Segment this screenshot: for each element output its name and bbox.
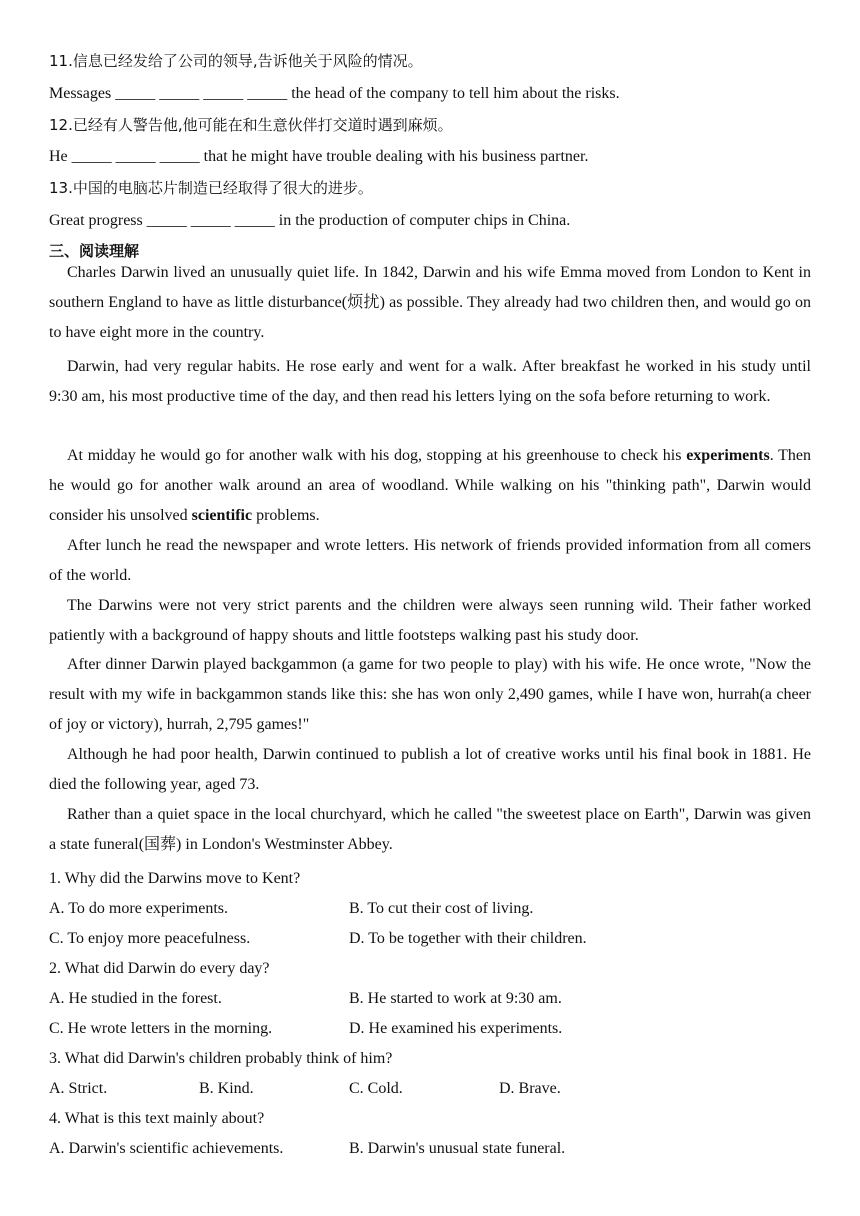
passage-paragraph-5: The Darwins were not very strict parents and the children were always seen running wild. Their father worked patiently with a background of happy shouts and little footsteps walking past his study door. <box>49 597 811 644</box>
item-13-english <box>49 211 570 231</box>
passage-paragraph-1: Charles Darwin lived an unusually quiet life. In 1842, Darwin and his wife Emma moved from London to Kent in southern England to have as little disturbance(烦扰) as possible. They already had two children then, and would go on to have eight more in the country. <box>49 264 811 341</box>
item-13-prefix: Great progress <box>49 212 143 229</box>
p3-text-a: At midday he would go for another walk with his dog, stopping at his greenhouse to check his <box>67 447 687 464</box>
bold-word-scientific: scientific <box>191 507 253 524</box>
item-12-prefix: He <box>49 148 68 165</box>
item-11-chinese: 11.信息已经发给了公司的领导,告诉他关于风险的情况。 <box>49 52 423 70</box>
question-1: 1. Why did the Darwins move to Kent? <box>49 870 301 887</box>
question-2-option-d: D. He examined his experiments. <box>349 1020 563 1037</box>
question-3-option-c: C. Cold. <box>349 1080 403 1097</box>
question-1-option-b: B. To cut their cost of living. <box>349 900 534 917</box>
question-2-option-b: B. He started to work at 9:30 am. <box>349 990 562 1007</box>
question-3: 3. What did Darwin's children probably think of him? <box>49 1050 393 1067</box>
passage-paragraph-8: Rather than a quiet space in the local churchyard, which he called "the sweetest place on Earth", Darwin was given a state funeral(国葬) in London's Westminster Abbey. <box>49 806 811 853</box>
p3-text-b: . Then he would go for another walk around an area of woodland. While walking on his "thinking path", Darwin would consider his unsolved <box>49 447 812 524</box>
question-3-option-d: D. Brave. <box>499 1080 561 1097</box>
question-4-option-b: B. Darwin's unusual state funeral. <box>349 1140 566 1157</box>
passage-paragraph-6: After dinner Darwin played backgammon (a game for two people to play) with his wife. He once wrote, "Now the result with my wife in backgammon stands like this: she has won only 2,490 games, while I have won, hurrah(a cheer of joy or victory), hurrah, 2,795 games!" <box>49 656 811 733</box>
section-title: 三、阅读理解 <box>49 242 140 260</box>
question-1-option-a: A. To do more experiments. <box>49 900 228 917</box>
item-12-chinese: 12.已经有人警告他,他可能在和生意伙伴打交道时遇到麻烦。 <box>49 116 453 134</box>
item-12-suffix: that he might have trouble dealing with his business partner. <box>203 148 589 165</box>
passage-paragraph-4: After lunch he read the newspaper and wrote letters. His network of friends provided information from all comers of the world. <box>49 537 811 584</box>
item-11-blanks: _____ _____ _____ _____ <box>115 85 288 102</box>
question-1-option-c: C. To enjoy more peacefulness. <box>49 930 251 947</box>
item-13-chinese: 13.中国的电脑芯片制造已经取得了很大的进步。 <box>49 179 373 197</box>
question-2-option-a: A. He studied in the forest. <box>49 990 222 1007</box>
question-3-option-b: B. Kind. <box>199 1080 254 1097</box>
passage-paragraph-7: Although he had poor health, Darwin continued to publish a lot of creative works until his final book in 1881. He died the following year, aged 73. <box>49 746 811 793</box>
item-12-english <box>49 147 588 167</box>
item-11-prefix: Messages <box>49 85 112 102</box>
item-11-english <box>49 84 620 104</box>
item-13-blanks: _____ _____ _____ <box>146 212 275 229</box>
passage-paragraph-3 <box>49 441 811 531</box>
item-12-blanks: _____ _____ _____ <box>71 148 200 165</box>
question-3-option-a: A. Strict. <box>49 1080 108 1097</box>
question-2: 2. What did Darwin do every day? <box>49 960 270 977</box>
item-11-suffix: the head of the company to tell him about the risks. <box>291 85 620 102</box>
question-4: 4. What is this text mainly about? <box>49 1110 265 1127</box>
bold-word-experiments: experiments <box>686 447 770 464</box>
item-13-suffix: in the production of computer chips in China. <box>278 212 571 229</box>
passage-paragraph-2: Darwin, had very regular habits. He rose early and went for a walk. After breakfast he worked in his study until 9:30 am, his most productive time of the day, and then read his letters lying on the sofa before returning to work. <box>49 358 811 405</box>
question-2-option-c: C. He wrote letters in the morning. <box>49 1020 273 1037</box>
p3-text-c: problems. <box>252 507 320 524</box>
question-1-option-d: D. To be together with their children. <box>349 930 587 947</box>
question-4-option-a: A. Darwin's scientific achievements. <box>49 1140 284 1157</box>
